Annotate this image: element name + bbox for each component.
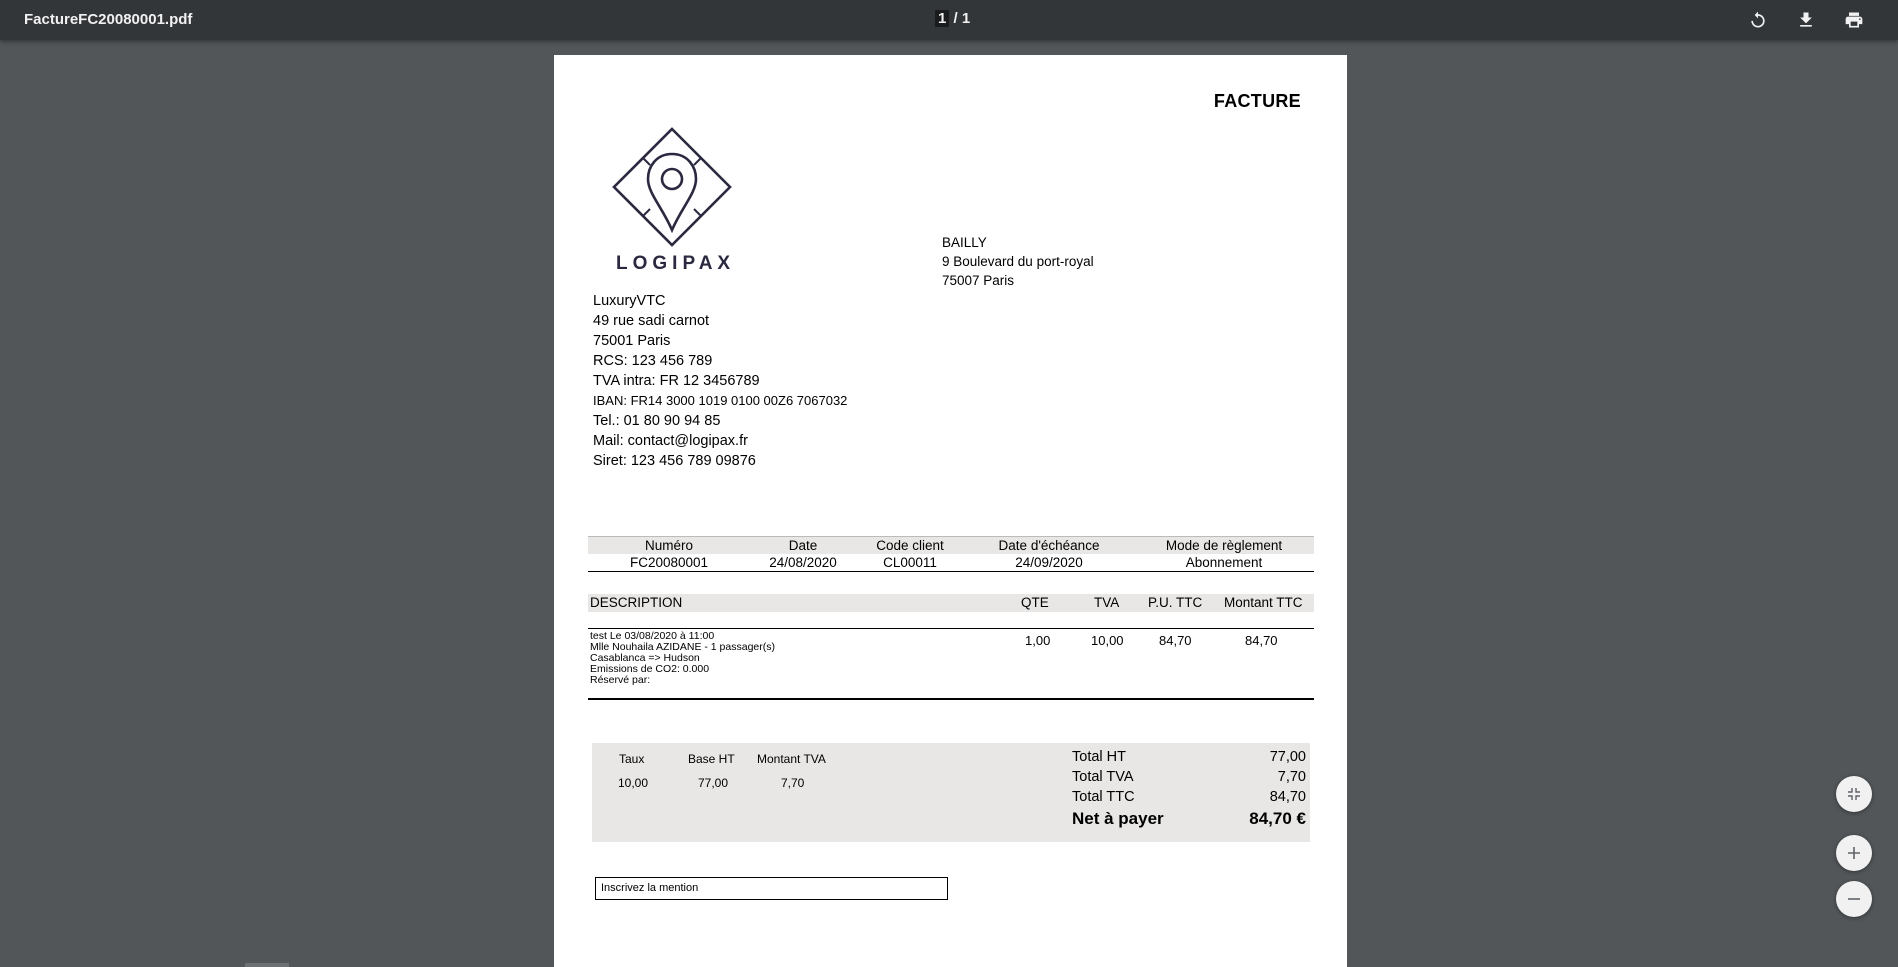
total-ttc-label: Total TTC bbox=[1072, 789, 1135, 805]
mention-field[interactable]: Inscrivez la mention bbox=[595, 877, 948, 900]
invoice-info-table bbox=[588, 536, 1314, 572]
desc-header-qte: QTE bbox=[1021, 595, 1049, 610]
info-header-cell: Date d'échéance bbox=[998, 538, 1100, 553]
net-to-pay-label: Net à payer bbox=[1072, 809, 1164, 828]
recipient-street: 9 Boulevard du port-royal bbox=[942, 254, 1094, 269]
fit-page-icon[interactable] bbox=[1836, 776, 1872, 812]
vat-header-base: Base HT bbox=[688, 752, 735, 766]
sender-mail: Mail: contact@logipax.fr bbox=[593, 433, 748, 449]
desc-header-description: DESCRIPTION bbox=[590, 595, 683, 610]
recipient-city: 75007 Paris bbox=[942, 273, 1015, 288]
line-pu: 84,70 bbox=[1159, 633, 1192, 648]
total-ht-value: 77,00 bbox=[1269, 749, 1306, 765]
sender-name: LuxuryVTC bbox=[593, 293, 666, 309]
sender-address bbox=[593, 291, 847, 471]
desc-header-montant: Montant TTC bbox=[1224, 595, 1303, 610]
info-header-cell: Date bbox=[788, 538, 818, 553]
info-value-cell: Abonnement bbox=[1185, 555, 1263, 570]
total-tva-value: 7,70 bbox=[1277, 769, 1306, 785]
vat-value-montant: 7,70 bbox=[781, 776, 805, 790]
vat-header-montant: Montant TVA bbox=[757, 752, 826, 766]
line-qte: 1,00 bbox=[1025, 633, 1051, 648]
sender-tel: Tel.: 01 80 90 94 85 bbox=[593, 413, 721, 429]
description-header-row bbox=[588, 594, 1314, 612]
sender-tva: TVA intra: FR 12 3456789 bbox=[593, 373, 760, 389]
invoice-title: FACTURE bbox=[1213, 91, 1301, 111]
sender-iban: IBAN: FR14 3000 1019 0100 00Z6 7067032 bbox=[593, 393, 848, 408]
vat-value-base: 77,00 bbox=[698, 776, 729, 790]
divider bbox=[588, 628, 1314, 629]
line-description-text: test Le 03/08/2020 à 11:00 bbox=[590, 630, 715, 642]
file-name: FactureFC20080001.pdf bbox=[24, 11, 193, 28]
vat-header-taux: Taux bbox=[619, 752, 645, 766]
pdf-toolbar bbox=[0, 0, 1898, 40]
page-indicator bbox=[935, 10, 970, 27]
line-montant: 84,70 bbox=[1245, 633, 1278, 648]
page-total: / 1 bbox=[953, 10, 971, 27]
info-header-cell: Mode de règlement bbox=[1165, 538, 1283, 553]
recipient-address bbox=[942, 233, 1094, 290]
total-ttc-value: 84,70 bbox=[1269, 789, 1306, 805]
totals-box bbox=[592, 743, 1310, 842]
total-ht-label: Total HT bbox=[1072, 749, 1126, 765]
line-description-text: Mlle Nouhaila AZIDANE - 1 passager(s) bbox=[590, 641, 775, 653]
line-tva: 10,00 bbox=[1091, 633, 1124, 648]
sender-siret: Siret: 123 456 789 09876 bbox=[593, 453, 756, 469]
sender-rcs: RCS: 123 456 789 bbox=[593, 353, 713, 369]
info-value-row bbox=[588, 554, 1314, 572]
current-page[interactable]: 1 bbox=[935, 10, 949, 27]
divider bbox=[588, 698, 1314, 700]
line-description bbox=[590, 631, 775, 686]
info-header-row bbox=[588, 536, 1314, 554]
info-value-cell: CL00011 bbox=[883, 555, 937, 570]
vat-value-taux: 10,00 bbox=[618, 776, 649, 790]
logo-text: LOGIPAX bbox=[616, 253, 736, 274]
zoom-in-icon[interactable] bbox=[1836, 835, 1872, 871]
line-description-text: Emissions de CO2: 0.000 bbox=[590, 663, 710, 675]
sender-street: 49 rue sadi carnot bbox=[593, 313, 710, 329]
zoom-out-icon[interactable] bbox=[1836, 881, 1872, 917]
info-value-cell: 24/09/2020 bbox=[1015, 555, 1083, 570]
sender-city: 75001 Paris bbox=[593, 333, 671, 349]
line-description-text: Casablanca => Hudson bbox=[590, 652, 700, 664]
info-value-cell: 24/08/2020 bbox=[769, 555, 837, 570]
horizontal-scrollbar[interactable] bbox=[245, 963, 289, 967]
rotate-icon[interactable] bbox=[1746, 8, 1770, 32]
info-header-cell: Code client bbox=[876, 538, 944, 553]
print-icon[interactable] bbox=[1842, 8, 1866, 32]
info-header-cell: Numéro bbox=[644, 538, 693, 553]
total-tva-label: Total TVA bbox=[1072, 769, 1134, 785]
pdf-page bbox=[554, 55, 1347, 967]
line-description-text: Réservé par: bbox=[590, 674, 651, 686]
desc-header-pu: P.U. TTC bbox=[1148, 595, 1203, 610]
desc-header-tva: TVA bbox=[1094, 595, 1120, 610]
recipient-name: BAILLY bbox=[942, 235, 987, 250]
net-to-pay-value: 84,70 € bbox=[1249, 809, 1306, 828]
download-icon[interactable] bbox=[1794, 8, 1818, 32]
info-value-cell: FC20080001 bbox=[629, 555, 709, 570]
